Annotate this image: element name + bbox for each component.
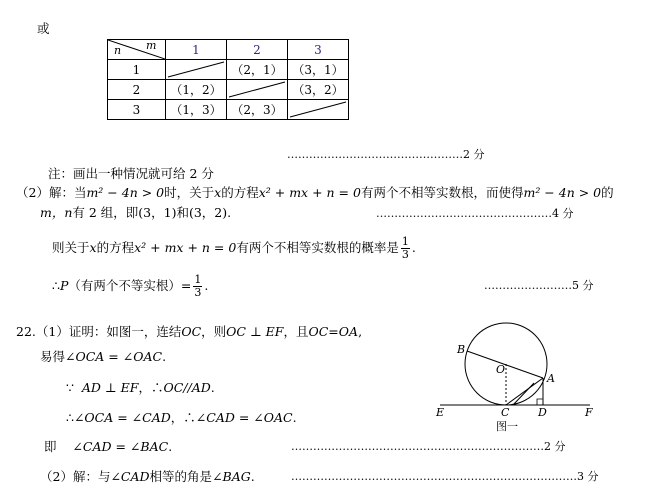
part2-line4 xyxy=(52,274,208,299)
math-var: P xyxy=(59,278,69,293)
fraction xyxy=(401,236,410,261)
math-relation: ∠OCA = ∠OAC xyxy=(65,349,163,364)
math-relation: OC//AD xyxy=(163,380,211,395)
part2-line2 xyxy=(40,205,231,221)
fraction-denominator: 3 xyxy=(401,248,409,261)
q22-line1 xyxy=(16,324,362,340)
text: ，则 xyxy=(201,324,227,339)
col-header: 3 xyxy=(288,40,349,60)
text: 即 xyxy=(44,439,57,454)
row-header: 1 xyxy=(108,60,166,80)
fraction-denominator: 3 xyxy=(194,286,202,299)
table-cell: （1，2） xyxy=(166,80,227,100)
math-relation: ∠CAD = ∠BAC xyxy=(72,439,169,454)
text: 的方程 xyxy=(221,185,259,200)
math-var: m，n xyxy=(40,205,73,220)
table-row xyxy=(108,60,349,80)
figure-caption: 图一 xyxy=(496,420,518,433)
math-equation: x² + mx + n = 0 xyxy=(258,185,361,200)
table-row xyxy=(108,100,349,120)
text: 的 xyxy=(601,185,614,200)
figure-lines xyxy=(440,323,590,405)
math-var: OC xyxy=(181,324,202,339)
text: 22.（1）证明：如图一，连结 xyxy=(16,324,182,339)
score-dots-2b: ……………………………………………………………2 分 xyxy=(291,440,566,453)
text: （2）解：当 xyxy=(16,185,87,200)
math-var: x xyxy=(214,185,222,200)
part2-line1 xyxy=(16,185,614,201)
therefore-symbol: ∴ xyxy=(52,278,60,293)
math-equation: x² + mx + n = 0 xyxy=(134,240,237,255)
table-cell-empty xyxy=(227,80,288,100)
table-cell: （2，3） xyxy=(227,100,288,120)
row-header: 3 xyxy=(108,100,166,120)
fraction xyxy=(193,274,202,299)
score-dots-4: …………………………………………4 分 xyxy=(376,207,574,220)
table-cell: （3，1） xyxy=(288,60,349,80)
col-header: 2 xyxy=(227,40,288,60)
therefore-symbol: ∴ xyxy=(66,410,74,425)
table-cell-empty xyxy=(166,60,227,80)
label-f: F xyxy=(585,406,593,419)
table-corner-cell xyxy=(108,40,166,60)
table-row xyxy=(108,80,349,100)
text: , xyxy=(358,324,363,339)
math-condition: m² − 4n > 0 xyxy=(86,185,165,200)
fraction-numerator: 1 xyxy=(401,235,409,248)
row-header: 2 xyxy=(108,80,166,100)
text: 的方程 xyxy=(96,240,135,255)
text: 有两个不相等实数根的概率是 xyxy=(236,240,399,255)
q22-line3 xyxy=(66,380,215,396)
math-relation: ∠OCA = ∠CAD xyxy=(73,410,171,425)
math-relation: OC ⊥ EF xyxy=(226,324,284,339)
math-relation: OC=OA xyxy=(308,324,359,339)
table-cell-empty xyxy=(288,100,349,120)
col-header: 1 xyxy=(166,40,227,60)
text: （有两个不等实根）= xyxy=(68,278,192,293)
text: ，∴ xyxy=(138,380,164,395)
math-condition: m² − 4n > 0 xyxy=(523,185,602,200)
or-label: 或 xyxy=(37,21,50,36)
text: . xyxy=(168,439,173,454)
q22-line6 xyxy=(40,469,255,485)
math-var: x xyxy=(89,240,97,255)
label-e: E xyxy=(436,406,445,419)
table-cell: （3，2） xyxy=(288,80,349,100)
math-angle: ∠CAD xyxy=(110,469,150,484)
corner-col-label: m xyxy=(146,39,157,52)
text: . xyxy=(250,469,255,484)
right-angle-mark xyxy=(537,399,543,405)
outcome-table xyxy=(107,39,349,120)
text: ，且 xyxy=(283,324,309,339)
cell-diagonal-line xyxy=(288,100,348,119)
text: . xyxy=(411,240,416,255)
score-dots-3: ……………………………………………………………………3 分 xyxy=(291,470,599,483)
text: ，∴ xyxy=(170,410,196,425)
math-angle: ∠BAG xyxy=(212,469,251,484)
text: 易得 xyxy=(40,349,66,364)
text: . xyxy=(204,278,209,293)
text: . xyxy=(292,410,297,425)
because-symbol: ∵ xyxy=(66,380,74,395)
cell-diagonal-line xyxy=(227,80,287,99)
text: （2）解：与 xyxy=(40,469,111,484)
text: 有 2 组，即(3，1)和(3，2). xyxy=(72,205,232,220)
score-dots-5: ……………………5 分 xyxy=(484,279,594,292)
cell-diagonal-line xyxy=(166,60,226,79)
geometry-figure xyxy=(430,318,600,438)
label-b: B xyxy=(457,343,466,356)
math-relation: AD ⊥ EF xyxy=(81,380,139,395)
fraction-numerator: 1 xyxy=(194,273,202,286)
score-dots-2: …………………………………………2 分 xyxy=(287,148,485,161)
part2-line3 xyxy=(52,236,416,261)
q22-line2 xyxy=(40,349,166,365)
corner-row-label: n xyxy=(114,44,122,57)
label-o: O xyxy=(496,363,506,376)
label-d: D xyxy=(538,406,547,419)
text: 则关于 xyxy=(52,240,90,255)
table-header-row xyxy=(108,40,349,60)
table-cell: （2，1） xyxy=(227,60,288,80)
figure-labels xyxy=(435,343,593,419)
label-c: C xyxy=(501,406,510,419)
text: 有两个不相等实数根，而使得 xyxy=(360,185,524,200)
math-relation: ∠CAD = ∠OAC xyxy=(195,410,293,425)
q22-line4 xyxy=(66,410,297,426)
text: . xyxy=(162,349,167,364)
segment-chord xyxy=(513,383,534,405)
q22-line5 xyxy=(44,439,172,455)
note-text: 注：画出一种情况就可给 2 分 xyxy=(48,166,214,181)
text: 相等的角是 xyxy=(149,469,213,484)
table-cell: （1，3） xyxy=(166,100,227,120)
label-a: A xyxy=(547,372,555,385)
text: 时，关于 xyxy=(164,185,215,200)
text: . xyxy=(210,380,215,395)
